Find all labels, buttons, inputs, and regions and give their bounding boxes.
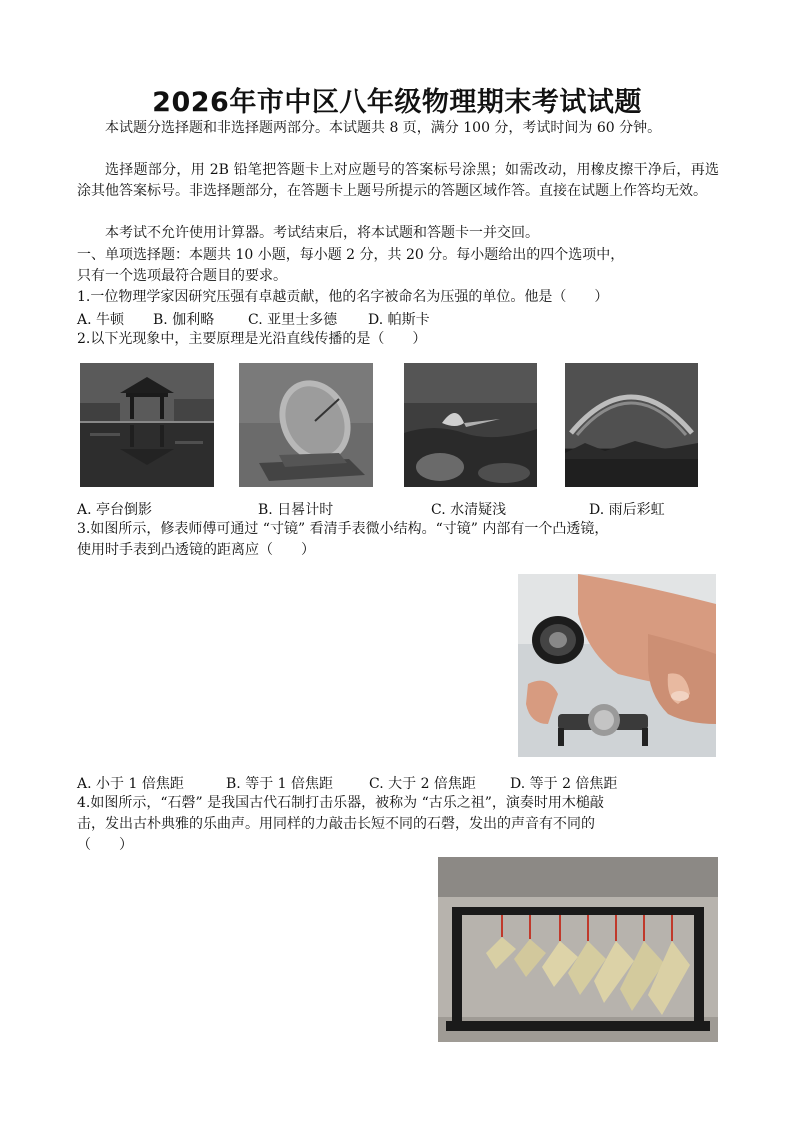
instruction-paragraph-1: 本试题分选择题和非选择题两部分。本试题共 8 页，满分 100 分，考试时间为 60 分钟。 [105,120,662,136]
q3-option-a: A. 小于 1 倍焦距 [77,776,184,792]
question-4-line-1: 4.如图所示，“石磬” 是我国古代石制打击乐器，被称为 “古乐之祖”，演奏时用木槌敲 [77,795,604,811]
q2-option-d: D. 雨后彩虹 [589,502,665,518]
page-title: 2026年市中区八年级物理期末考试试题 [152,87,642,118]
q1-option-d: D. 帕斯卡 [368,312,430,328]
pavilion-reflection-photo [80,363,214,487]
q2-option-a: A. 亭台倒影 [77,502,153,518]
instruction-paragraph-2: 选择题部分，用 2B 铅笔把答题卡上对应题号的答案标号涂黑；如需改动，用橡皮擦干净后，再选涂其他答案标号。非选择题部分，在答题卡上题号所提示的答题区域作答。直接在试题上作答均无效。 [77,162,719,199]
rainbow-photo [565,363,698,487]
q2-option-c: C. 水清疑浅 [431,502,507,518]
question-3-line-2: 使用时手表到凸透镜的距离应（ ） [77,542,315,558]
q3-option-c: C. 大于 2 倍焦距 [369,776,476,792]
stone-chimes-photo [438,857,718,1042]
question-2-text: 2.以下光现象中，主要原理是光沿直线传播的是（ ） [77,331,427,347]
question-4-line-3: （ ） [77,837,133,853]
question-4-line-2: 击，发出古朴典雅的乐曲声。用同样的力敲击长短不同的石磬，发出的声音有不同的 [77,816,595,832]
watch-repair-loupe-photo [518,574,716,757]
q1-option-a: A. 牛顿 [77,312,125,328]
q2-option-b: B. 日晷计时 [258,502,334,518]
instruction-paragraph-3: 本考试不允许使用计算器。考试结束后，将本试题和答题卡一并交回。 [105,225,539,241]
section-heading-line-2: 只有一个选项最符合题目的要求。 [77,268,287,284]
section-heading-line-1: 一、单项选择题：本题共 10 小题，每小题 2 分，共 20 分。每小题给出的四个选项中， [77,247,625,263]
clear-water-photo [404,363,537,487]
q3-option-b: B. 等于 1 倍焦距 [226,776,333,792]
q1-option-b: B. 伽利略 [153,312,215,328]
sundial-photo [239,363,373,487]
q1-option-c: C. 亚里士多德 [248,312,338,328]
q3-option-d: D. 等于 2 倍焦距 [510,776,618,792]
question-1-text: 1.一位物理学家因研究压强有卓越贡献，他的名字被命名为压强的单位。他是（ ） [77,289,609,305]
question-3-line-1: 3.如图所示，修表师傅可通过 “寸镜” 看清手表微小结构。“寸镜” 内部有一个凸透镜， [77,521,609,537]
